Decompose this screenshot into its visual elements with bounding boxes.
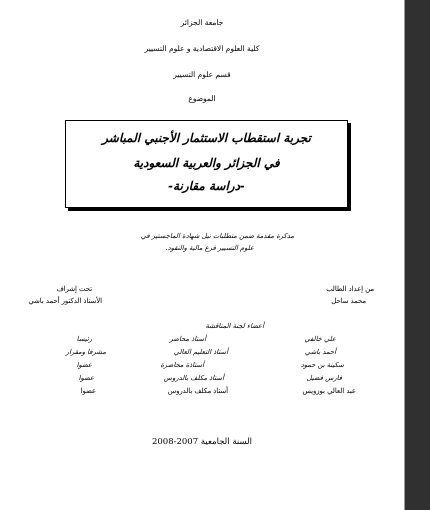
committee-member-rank: أستاذ محاضر — [169, 335, 206, 343]
committee-member-role: رئيسا — [76, 335, 92, 343]
committee-member-role: عضوا — [78, 374, 94, 382]
committee-member-name: أحمد باشي — [304, 348, 336, 356]
committee-member-rank: أستاذ مكلف بالدروس — [163, 374, 224, 382]
title-line-3: -دراسة مقارنة- — [168, 179, 245, 193]
committee-member-rank: أستاذ مكلف بالدروس — [167, 387, 228, 395]
supervisor-name: الأستاذ الدكتور أحمد باشي — [28, 297, 102, 305]
university-name: جامعة الجزائر — [180, 18, 224, 27]
committee-member-role: عضوا — [76, 361, 92, 369]
committee-member-name: سكينة بن حمود — [300, 361, 344, 369]
thesis-note-line-2: علوم التسيير فرع مالية والنقود. — [165, 244, 254, 252]
title-line-1: تجربة استقطاب الاستثمار الأجنبي المباشر — [102, 131, 311, 145]
committee-member-name: علي خالفي — [304, 335, 336, 343]
committee-member-role: عضوا — [80, 387, 96, 395]
student-label: من إعداد الطالب — [326, 285, 374, 293]
thesis-note-line-1: مذكرة مقدمة ضمن متطلبات نيل شهادة الماجستير في — [140, 232, 294, 240]
committee-member-role: مشرفا ومقرار — [65, 348, 106, 356]
subject-label: الموضوع — [188, 94, 216, 103]
viewer-sidebar — [405, 0, 430, 510]
committee-member-name: عبد العالي بوزويس — [302, 387, 356, 395]
student-name: محمد ساحل — [331, 297, 366, 305]
department-name: قسم علوم التسيير — [173, 70, 231, 79]
faculty-name: كلية العلوم الاقتصادية و علوم التسيير — [144, 44, 260, 53]
academic-year: السنة الجامعية 2007-2008 — [151, 437, 252, 447]
supervisor-label: تحت إشراف — [56, 285, 92, 293]
committee-member-name: فارس فضيل — [306, 374, 342, 382]
committee-member-rank: أستاذة محاضرة — [160, 361, 204, 369]
committee-heading: أعضاء لجنة المناقشة — [205, 322, 264, 330]
committee-member-rank: أستاذ التعليم العالي — [173, 348, 228, 356]
title-line-2: في الجزائر والعربية السعودية — [133, 156, 280, 170]
title-box — [65, 120, 348, 208]
